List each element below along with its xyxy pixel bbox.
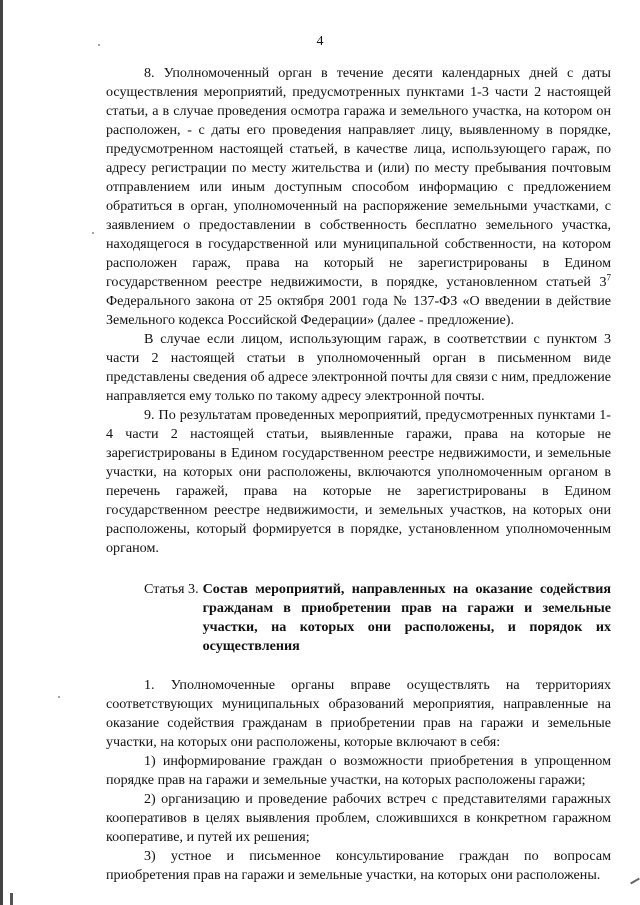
- paragraph-8-text: 8. Уполномоченный орган в течение десяти календарных дней с даты осуществления мероприятий, предусмотренных пунктами 1-3 части 2 настоящей статьи, а в случае проведения осмотра гаража и земельного участка, на котором он расположен, - с даты его проведения направляет лицу, выявленному в порядке, предусмотренном настоящей статьей, в качестве лица, использующего гараж, по адресу регистрации по месту жительства и (или) по месту пребывания почтовым отправлением или иным доступным способом информацию с предложением обратиться в орган, уполномоченный на распоряжение земельными участками, с заявлением о предоставлении в собственность бесплатно земельного участка, находящегося в государственной или муниципальной собственности, на котором расположен гараж, права на который не зарегистрированы в Едином государственном реестре недвижимости, в порядке, установленном статьей 3: [106, 65, 611, 290]
- paragraph-8-tail: Федерального закона от 25 октября 2001 года № 137-ФЗ «О введении в действие Земельного кодекса Российской Федерации» (далее - предложение).: [106, 293, 611, 328]
- scan-speck: [58, 696, 60, 698]
- article-heading: [144, 580, 611, 656]
- article-title: Состав мероприятий, направленных на оказание содействия гражданам в приобретении прав на гаражи и земельные участки, на которых они расположены, и порядок их осуществления: [202, 581, 611, 654]
- scan-edge-left: [0, 0, 3, 905]
- footnote-superscript: 7: [606, 272, 611, 283]
- paragraph-9: 9. По результатам проведенных мероприятий, предусмотренных пунктами 1-4 части 2 настоящей статьи, выявленные гаражи, права на которые не зарегистрированы в Едином государственном реестре недвижимости, и земельные участки, на которых они расположены, включаются уполномоченным органом в перечень гаражей, права на которые не зарегистрированы в Едином государственном реестре недвижимости, и земельных участков, на которых они расположены, который формируется в порядке, установленном уполномоченным органом.: [106, 407, 611, 556]
- list-item-2: 2) организацию и проведение рабочих встреч с представителями гаражных кооперативов в целях выявления проблем, сложившихся в конкретном гаражном кооперативе, и путей их решения;: [106, 791, 611, 845]
- article-label: Статья 3.: [144, 581, 199, 597]
- scan-artifact-bottom: [10, 893, 13, 905]
- scan-artifact-right: [630, 878, 640, 885]
- article3-paragraph-1: 1. Уполномоченные органы вправе осуществлять на территориях соответствующих муниципальных образований мероприятия, направленные на оказание содействия гражданам в приобретении прав на гаражи и земельные участки, на которых они расположены, которые включают в себя:: [106, 677, 611, 750]
- scan-speck: [92, 232, 94, 234]
- document-body: [106, 64, 611, 885]
- paragraph-8-email: В случае если лицом, использующим гараж, в соответствии с пунктом 3 части 2 настоящей статьи в уполномоченный орган в письменном виде представлены сведения об адресе электронной почты для связи с ним, предложение направляется ему только по такому адресу электронной почты.: [106, 331, 611, 404]
- page-number: 4: [316, 34, 324, 49]
- list-item-3: 3) устное и письменное консультирование граждан по вопросам приобретения прав на гаражи и земельные участки, на которых они расположены.: [106, 848, 611, 883]
- list-item-1: 1) информирование граждан о возможности приобретения в упрощенном порядке прав на гаражи и земельные участки, на которых расположены гаражи;: [106, 753, 611, 788]
- paragraph-8: [106, 64, 611, 330]
